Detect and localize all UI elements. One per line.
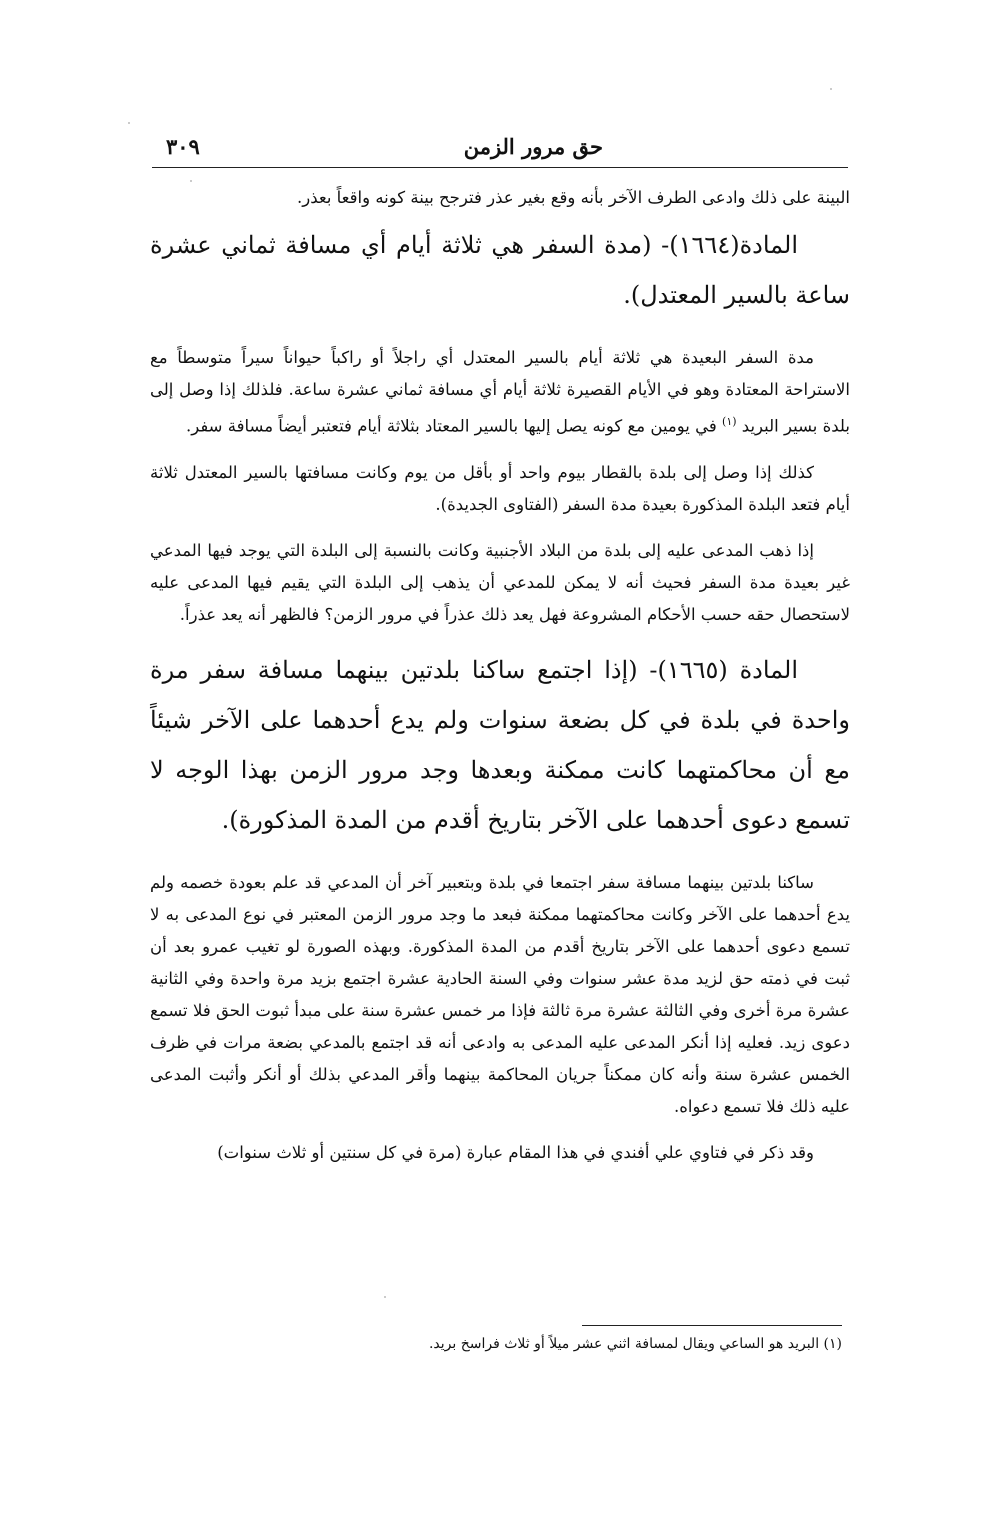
article-1665: المادة (١٦٦٥)- (إذا اجتمع ساكنا بلدتين بينهما مسافة سفر مرة واحدة في بلدة في كل بضعة سنوات ولم يدع أحدهما على الآخر شيئاً مع أن محاكمتهما كانت ممكنة وبعدها وجد مرور الزمن بهذا الوجه لا تسمع دعوى أحدهما على الآخر بتاريخ أقدم من المدة المذكورة). — [150, 655, 850, 834]
page-number: ٣٠٩ — [166, 134, 200, 159]
paragraph-explanation: ساكنا بلدتين بينهما مسافة سفر اجتمعا في بلدة وبتعبير آخر أن المدعي قد علم بعودة خصمه ولم يدع أحدهما على الآخر وكانت محاكمتهما ممكنة فبعد ما وجد مرور الزمن المعتبر في نوع المدعى به لا تسمع دعوى أحدهما على الآخر بتاريخ أقدم من المدة المذكورة. وبهذه الصورة لو تغيب عمرو بعد أن ثبت في ذمته حق لزيد مدة عشر سنوات وفي السنة الحادية عشرة اجتمع بزيد مرة واحدة وفي الثانية عشرة مرة أخرى وفي الثالثة عشرة مرة ثالثة فإذا مر خمس عشرة سنة على مبدأ ثبوت الحق فلا تسمع دعوى زيد. فعليه إذا أنكر المدعى عليه المدعى به وادعى أنه قد اجتمع بالمدعي بضعة مرات في ظرف الخمس عشرة سنة وأنه كان ممكناً جريان المحاكمة بينهما وأقر المدعي بذلك أو أنكر وأثبت المدعى عليه ذلك فلا تسمع دعواه. — [150, 872, 850, 1116]
paragraph-foreign-country: إذا ذهب المدعى عليه إلى بلدة من البلاد الأجنبية وكانت بالنسبة إلى البلدة التي يوجد فيها المدعي غير بعيدة مدة السفر فحيث أنه لا يمكن للمدعي أن يذهب إلى البلدة التي يقيم فيها المدعى عليه لاستحصال حقه حسب الأحكام المشروعة فهل يعد ذلك عذراً في مرور الزمن؟ فالظهر أنه يعد عذراً. — [150, 540, 850, 624]
footnote: (١) البريد هو الساعي ويقال لمسافة اثني عشر ميلاً أو ثلاث فراسخ بريد. — [428, 1336, 842, 1352]
scan-speck — [830, 88, 832, 90]
article-1664: المادة(١٦٦٤)- (مدة السفر هي ثلاثة أيام أي مسافة ثماني عشرة ساعة بالسير المعتدل). — [150, 231, 850, 309]
footnote-rule — [582, 1325, 842, 1326]
scan-speck — [190, 180, 192, 182]
footnote-reference: (١) — [722, 415, 737, 428]
running-title: حق مرور الزمن — [463, 134, 603, 159]
page-body — [150, 182, 850, 1183]
paragraph-text: مدة السفر البعيدة هي ثلاثة أيام بالسير المعتدل أي راجلاً أو راكباً حيواناً سيراً متوسطاً مع الاستراحة المعتادة وهو في الأيام القصيرة ثلاثة أيام أي مسافة ثماني عشرة ساعة. فلذلك إذا وصل إلى بلدة بسير البريد — [150, 348, 850, 436]
continuation-paragraph: البينة على ذلك وادعى الطرف الآخر بأنه وقع بغير عذر فترجح بينة كونه واقعاً بعذر. — [296, 188, 850, 207]
page-header — [152, 132, 848, 168]
scan-speck — [128, 122, 130, 124]
header-rule — [152, 167, 848, 168]
paragraph-fatawa: وقد ذكر في فتاوي علي أفندي في هذا المقام عبارة (مرة في كل سنتين أو ثلاث سنوات) — [217, 1142, 814, 1162]
paragraph-train: كذلك إذا وصل إلى بلدة بالقطار بيوم واحد أو بأقل من يوم وكانت مسافتها بالسير المعتدل ثلاثة أيام فتعد البلدة المذكورة بعيدة مدة السفر (الفتاوى الجديدة). — [150, 462, 850, 514]
scan-speck — [384, 1296, 386, 1298]
paragraph-travel-distance — [150, 342, 850, 443]
paragraph-text: في يومين مع كونه يصل إليها بالسير المعتاد بثلاثة أيام فتعتبر أيضاً مسافة سفر. — [185, 416, 717, 436]
